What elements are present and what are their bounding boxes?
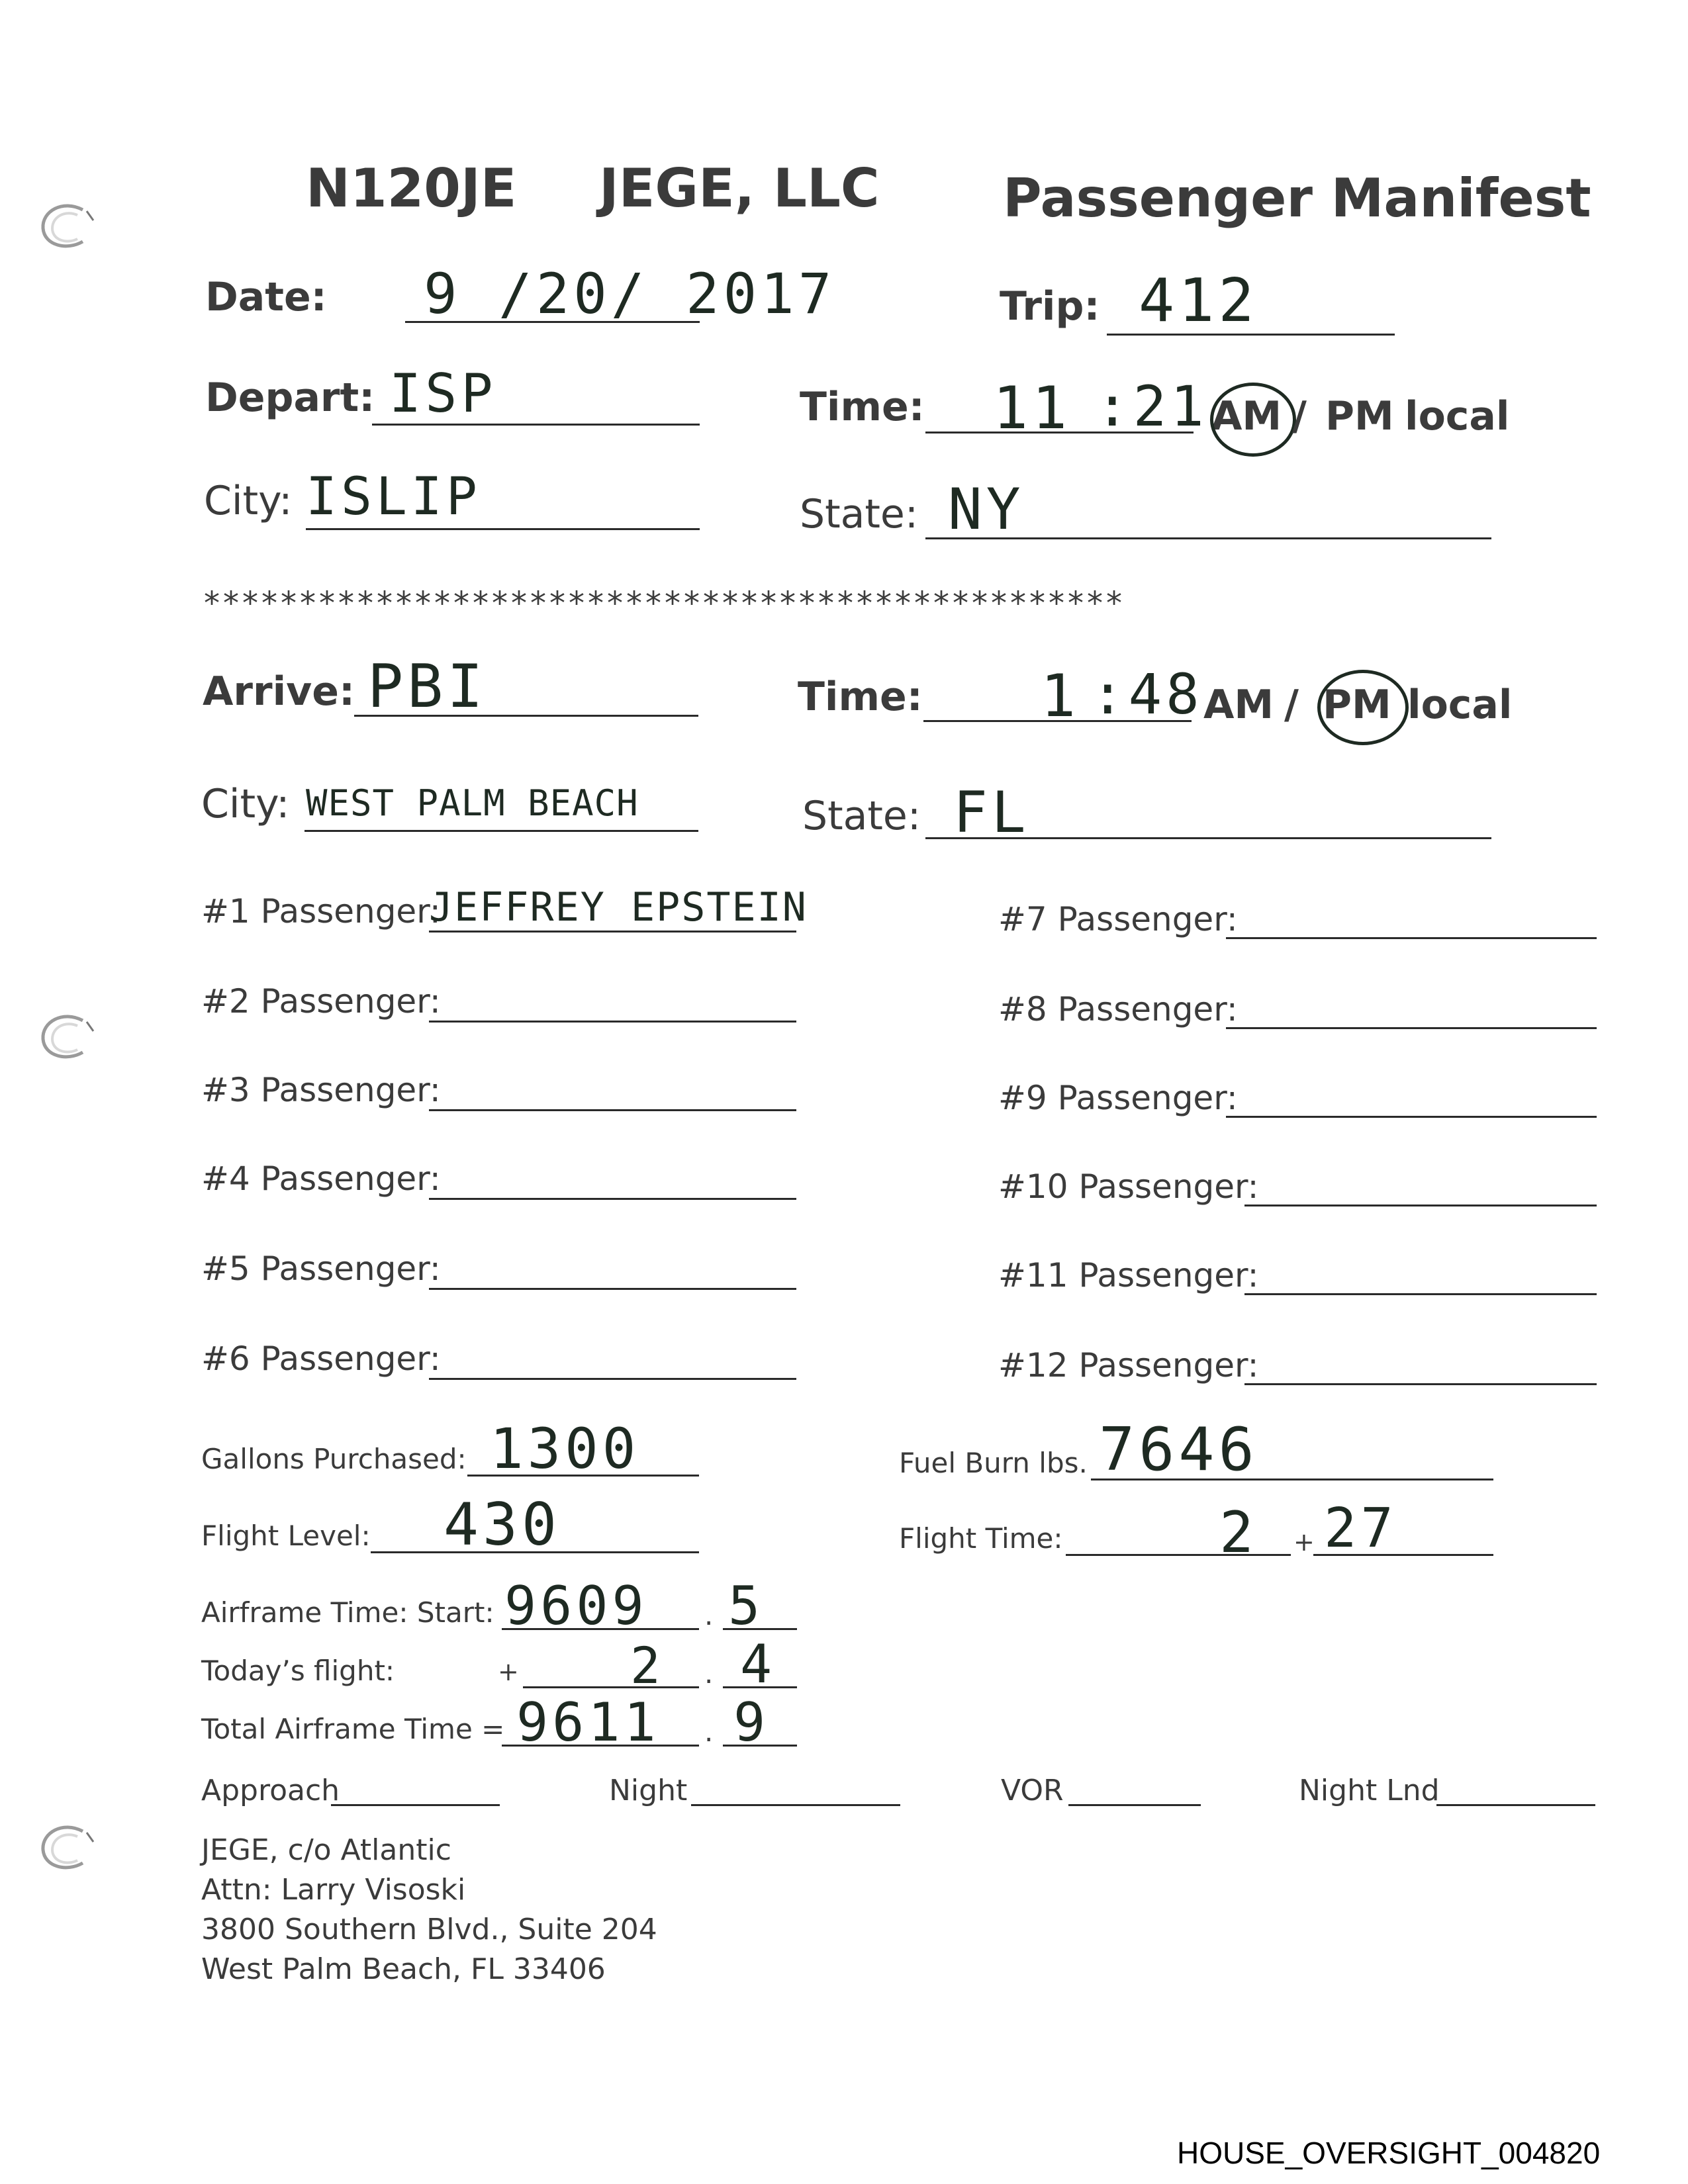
fuel-burn-label: Fuel Burn lbs. (899, 1447, 1088, 1479)
depart-am-circle-mark (1210, 383, 1296, 457)
flight-level-value: 430 (444, 1490, 561, 1559)
bates-number: HOUSE_OVERSIGHT_004820 (1177, 2136, 1601, 2170)
arrive-am-option: AM (1203, 682, 1274, 728)
vor-label: VOR (1001, 1774, 1064, 1807)
passenger-label: #9 Passenger: (998, 1079, 1238, 1117)
depart-city-value: ISLIP (306, 467, 481, 527)
depart-state-value: NY (948, 477, 1025, 543)
address-line: 3800 Southern Blvd., Suite 204 (201, 1913, 657, 1946)
total-airframe-label: Total Airframe Time = (201, 1713, 505, 1745)
section-separator: ************************************************ (204, 585, 1125, 622)
depart-am-option: AM (1211, 393, 1282, 439)
flight-time-hours-value: 2 (1219, 1500, 1258, 1566)
passenger-underline (1244, 1293, 1597, 1295)
total-airframe-dot: . (704, 1715, 714, 1748)
arrive-hour-value: 1 (1041, 662, 1080, 730)
date-value: 9 /20/ 2017 (424, 261, 836, 326)
airframe-start-whole-value: 9609 (504, 1575, 648, 1637)
depart-airport-value: ISP (389, 363, 497, 424)
night-label: Night (609, 1774, 688, 1807)
arrive-airport-value: PBI (367, 652, 487, 721)
trip-value: 412 (1139, 266, 1258, 336)
passenger-label: #6 Passenger: (201, 1340, 441, 1378)
passenger-label: #1 Passenger: (201, 892, 441, 931)
depart-state-label: State: (800, 491, 919, 537)
form-title: Passenger Manifest (1003, 167, 1591, 229)
depart-minute-value: :21 (1096, 374, 1208, 439)
total-airframe-whole-value: 9611 (516, 1692, 660, 1753)
approach-underline (331, 1804, 500, 1806)
approach-label: Approach (201, 1774, 340, 1807)
passenger-underline (429, 931, 796, 933)
today-flight-dot: . (704, 1657, 714, 1690)
today-flight-underline (523, 1686, 699, 1688)
passenger-label: #3 Passenger: (201, 1071, 441, 1109)
today-flight-tenths-value: 4 (740, 1633, 776, 1695)
night-underline (691, 1804, 900, 1806)
passenger-label: #11 Passenger: (998, 1256, 1259, 1295)
date-label: Date: (205, 274, 327, 320)
arrive-state-value: FL (953, 780, 1030, 846)
passenger-underline (429, 1288, 796, 1290)
flight-time-label: Flight Time: (899, 1522, 1063, 1555)
trip-label: Trip: (1000, 283, 1100, 330)
depart-pm-option: PM (1325, 393, 1394, 439)
airframe-start-tenths-value: 5 (728, 1575, 765, 1637)
passenger-label: #4 Passenger: (201, 1160, 441, 1198)
flight-time-minutes-value: 27 (1324, 1497, 1397, 1560)
depart-ampm-slash: / (1292, 393, 1307, 439)
depart-city-underline (306, 528, 700, 530)
passenger-underline (429, 1021, 796, 1023)
depart-hour-value: 11 (993, 374, 1071, 442)
passenger-underline (1244, 1205, 1597, 1206)
arrive-pm-option: PM (1323, 682, 1391, 728)
passenger-underline (1226, 937, 1597, 939)
company-name: JEGE, LLC (599, 158, 880, 219)
passenger-label: #10 Passenger: (998, 1167, 1259, 1206)
passenger-underline (1226, 1027, 1597, 1029)
passenger-underline (429, 1198, 796, 1200)
passenger-underline (429, 1378, 796, 1380)
arrive-state-label: State: (802, 793, 921, 839)
passenger-underline (1244, 1383, 1597, 1385)
address-line: Attn: Larry Visoski (201, 1873, 466, 1907)
passenger-label: #12 Passenger: (998, 1346, 1259, 1385)
gallons-purchased-label: Gallons Purchased: (201, 1443, 467, 1475)
depart-time-label: Time: (800, 384, 925, 430)
passenger-label: #8 Passenger: (998, 990, 1238, 1028)
passenger-underline (1226, 1116, 1597, 1118)
binder-hole-icon (36, 1013, 100, 1066)
arrive-ampm-slash: / (1284, 682, 1299, 728)
binder-hole-icon (36, 202, 100, 255)
depart-city-label: City: (204, 478, 293, 524)
total-airframe-tenths-value: 9 (733, 1692, 770, 1753)
arrive-city-underline (305, 830, 698, 832)
passenger-label: #7 Passenger: (998, 900, 1238, 938)
passenger-label: #5 Passenger: (201, 1250, 441, 1288)
airframe-start-dot: . (704, 1599, 714, 1631)
flight-time-plus: + (1293, 1527, 1315, 1557)
depart-label: Depart: (205, 375, 375, 421)
passenger-name: JEFFREY EPSTEIN (429, 884, 808, 931)
fuel-burn-value: 7646 (1099, 1415, 1258, 1484)
today-flight-label: Today’s flight: (201, 1655, 395, 1687)
night-landing-underline (1436, 1804, 1595, 1806)
gallons-purchased-value: 1300 (490, 1416, 640, 1481)
flight-level-label: Flight Level: (201, 1520, 371, 1552)
arrive-time-label: Time: (798, 674, 923, 720)
arrive-minute-value: :48 (1091, 662, 1203, 727)
passenger-label: #2 Passenger: (201, 982, 441, 1021)
address-line: West Palm Beach, FL 33406 (201, 1952, 606, 1986)
airframe-start-label: Airframe Time: Start: (201, 1596, 494, 1629)
arrive-local-label: local (1407, 682, 1513, 728)
arrive-label: Arrive: (203, 668, 355, 715)
tail-number: N120JE (306, 158, 517, 219)
arrive-pm-circle-mark (1317, 670, 1409, 745)
arrive-city-value: WEST PALM BEACH (306, 782, 639, 824)
vor-underline (1068, 1804, 1201, 1806)
passenger-underline (429, 1109, 796, 1111)
depart-local-label: local (1405, 393, 1510, 439)
today-flight-whole-value: 2 (630, 1636, 665, 1695)
night-landing-label: Night Lnd (1299, 1774, 1440, 1807)
binder-hole-icon (36, 1823, 100, 1876)
arrive-city-label: City: (201, 781, 290, 827)
today-flight-plus: + (498, 1657, 519, 1686)
address-line: JEGE, c/o Atlantic (201, 1833, 451, 1867)
